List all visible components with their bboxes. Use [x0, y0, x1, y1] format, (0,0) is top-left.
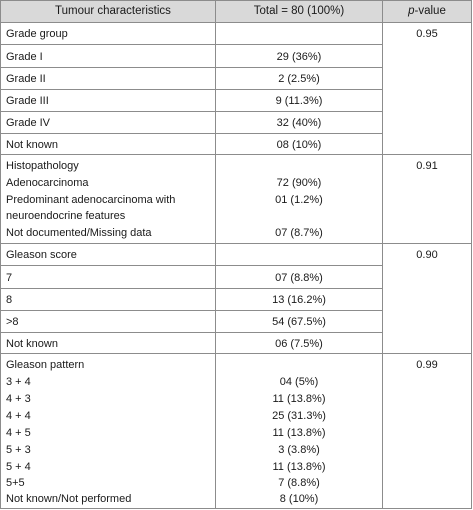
- row-label: Grade I: [6, 51, 43, 63]
- row-label: Grade IV: [6, 117, 51, 129]
- section-divider: [0, 154, 472, 155]
- row-label: 8: [6, 294, 13, 306]
- section-title-gleason-pattern: Gleason pattern: [6, 359, 85, 371]
- row-label: Adenocarcinoma: [6, 177, 89, 189]
- row-value: 72 (90%): [276, 177, 322, 189]
- row-divider: [0, 89, 383, 90]
- row-value: 2 (2.5%): [278, 73, 320, 85]
- row-value: 54 (67.5%): [272, 316, 326, 328]
- row-label: 3 + 4: [6, 376, 31, 388]
- row-label: Grade III: [6, 95, 49, 107]
- row-divider: [0, 44, 383, 45]
- row-value: 3 (3.8%): [278, 444, 320, 456]
- border-left: [0, 0, 1, 509]
- row-label: 4 + 4: [6, 410, 31, 422]
- row-value: 29 (36%): [276, 51, 322, 63]
- header-total: Total = 80 (100%): [253, 5, 345, 17]
- border-top: [0, 0, 472, 1]
- header-p-value: p-value: [408, 5, 446, 17]
- row-value: 06 (7.5%): [275, 338, 323, 350]
- p-value-gleason-score: 0.90: [416, 249, 438, 261]
- border-bottom: [0, 508, 472, 509]
- row-value: 25 (31.3%): [272, 410, 326, 422]
- row-value: 11 (13.8%): [272, 393, 326, 405]
- section-title-grade-group: Grade group: [6, 28, 68, 40]
- header-tumour-characteristics: Tumour characteristics: [55, 5, 171, 17]
- p-value-gleason-pattern: 0.99: [416, 359, 438, 371]
- row-divider: [0, 111, 383, 112]
- section-divider: [0, 243, 472, 244]
- row-value: 07 (8.7%): [275, 227, 323, 239]
- row-value: 04 (5%): [279, 376, 319, 388]
- row-label: Not known: [6, 139, 58, 151]
- row-value: 11 (13.8%): [272, 427, 326, 439]
- row-value: 7 (8.8%): [278, 477, 320, 489]
- row-label: Grade II: [6, 73, 46, 85]
- row-label-continuation: neuroendocrine features: [6, 210, 126, 222]
- row-value: 9 (11.3%): [275, 95, 323, 107]
- row-label: 7: [6, 272, 13, 284]
- row-label: 5+5: [6, 477, 25, 489]
- row-value: 07 (8.8%): [275, 272, 323, 284]
- row-divider: [0, 67, 383, 68]
- row-divider: [0, 133, 383, 134]
- header-divider: [0, 22, 472, 23]
- row-label: 5 + 4: [6, 461, 31, 473]
- row-label: >8: [6, 316, 19, 328]
- row-divider: [0, 332, 383, 333]
- row-value: 32 (40%): [276, 117, 322, 129]
- row-divider: [0, 288, 383, 289]
- row-divider: [0, 310, 383, 311]
- section-divider: [0, 353, 472, 354]
- row-value: 08 (10%): [276, 139, 322, 151]
- row-label: Not known/Not performed: [6, 493, 132, 505]
- row-value: 13 (16.2%): [272, 294, 326, 306]
- row-label: 4 + 5: [6, 427, 31, 439]
- section-title-gleason-score: Gleason score: [6, 249, 77, 261]
- row-value: 01 (1.2%): [275, 194, 323, 206]
- row-label: 4 + 3: [6, 393, 31, 405]
- row-label: Not documented/Missing data: [6, 227, 152, 239]
- row-divider: [0, 265, 383, 266]
- p-value-grade-group: 0.95: [416, 28, 438, 40]
- section-title-histopathology: Histopathology: [6, 160, 79, 172]
- row-label: Not known: [6, 338, 58, 350]
- row-value: 8 (10%): [279, 493, 319, 505]
- row-label: 5 + 3: [6, 444, 31, 456]
- row-value: 11 (13.8%): [272, 461, 326, 473]
- border-right: [471, 0, 472, 509]
- row-label: Predominant adenocarcinoma with: [6, 194, 176, 206]
- p-value-histopathology: 0.91: [416, 160, 438, 172]
